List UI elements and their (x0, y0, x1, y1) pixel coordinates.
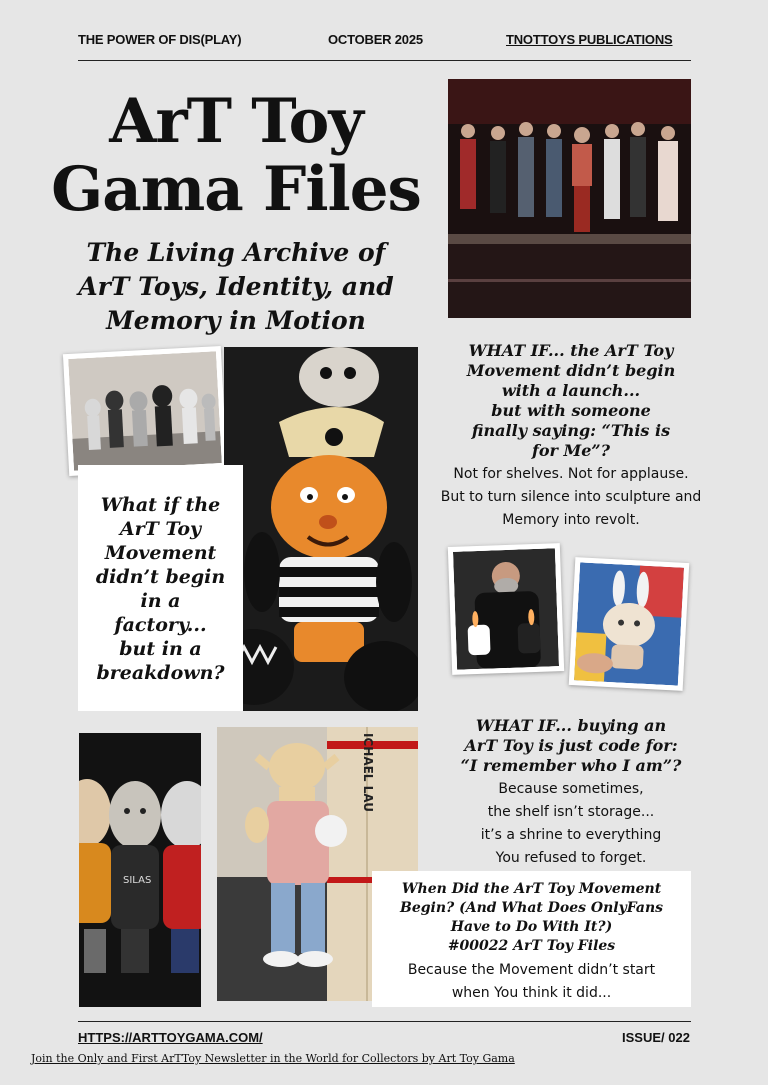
footer-newsletter-link[interactable]: Join the Only and First ArTToy Newsletter in the World for Collectors by Art Toy Gama (31, 1052, 515, 1065)
page-title: ArT Toy Gama Files (51, 86, 421, 225)
photo-pirate-vinyl-figure (224, 347, 418, 711)
what-if-section-code (440, 716, 702, 870)
what-if-body: Because sometimes, the shelf isn’t storage... it’s a shrine to everything You refused to forget. (480, 781, 662, 866)
photo-figure-collection (448, 79, 691, 318)
page-subtitle: The Living Archive of ArT Toys, Identity, and Memory in Motion (78, 238, 394, 335)
article-teaser-heading: When Did the ArT Toy Movement Begin? (And What Does OnlyFans Have to Do With It?) #00022 ArT Toy Files (399, 881, 664, 954)
article-teaser-box[interactable] (372, 871, 691, 1007)
photo-artist-portrait (448, 543, 564, 675)
question-box-breakdown: What if the ArT Toy Movement didn’t begin in a factory... but in a breakdown? (78, 465, 243, 711)
header-divider (78, 60, 691, 61)
header-publication-tag: THE POWER OF DIS(PLAY) (78, 32, 242, 47)
jersey-text: SILAS (123, 875, 152, 886)
header-date: OCTOBER 2025 (328, 32, 423, 47)
photo-bunny-figure (569, 557, 690, 691)
what-if-body: Not for shelves. Not for applause. But to turn silence into sculpture and Memory into revolt. (440, 466, 702, 528)
footer-website-link[interactable]: HTTPS://ARTTOYGAMA.COM/ (78, 1030, 263, 1045)
what-if-heading: WHAT IF... the ArT Toy Movement didn’t begin with a launch... but with someone finally saying: “This is for Me”? (466, 341, 676, 460)
header-publisher-link[interactable]: TNOTTOYS PUBLICATIONS (506, 32, 673, 47)
what-if-section-launch (440, 341, 702, 532)
article-teaser-body: Because the Movement didn’t start when You think it did... (407, 962, 656, 1001)
photo-silas-figures (79, 733, 201, 1007)
footer-issue-number: ISSUE/ 022 (622, 1030, 690, 1045)
photo-kaws-shelf (63, 346, 227, 476)
what-if-heading: WHAT IF... buying an ArT Toy is just code for: “I remember who I am”? (460, 716, 682, 775)
crate-text: ICHAEL LAU (361, 733, 375, 812)
footer-divider (78, 1021, 691, 1022)
